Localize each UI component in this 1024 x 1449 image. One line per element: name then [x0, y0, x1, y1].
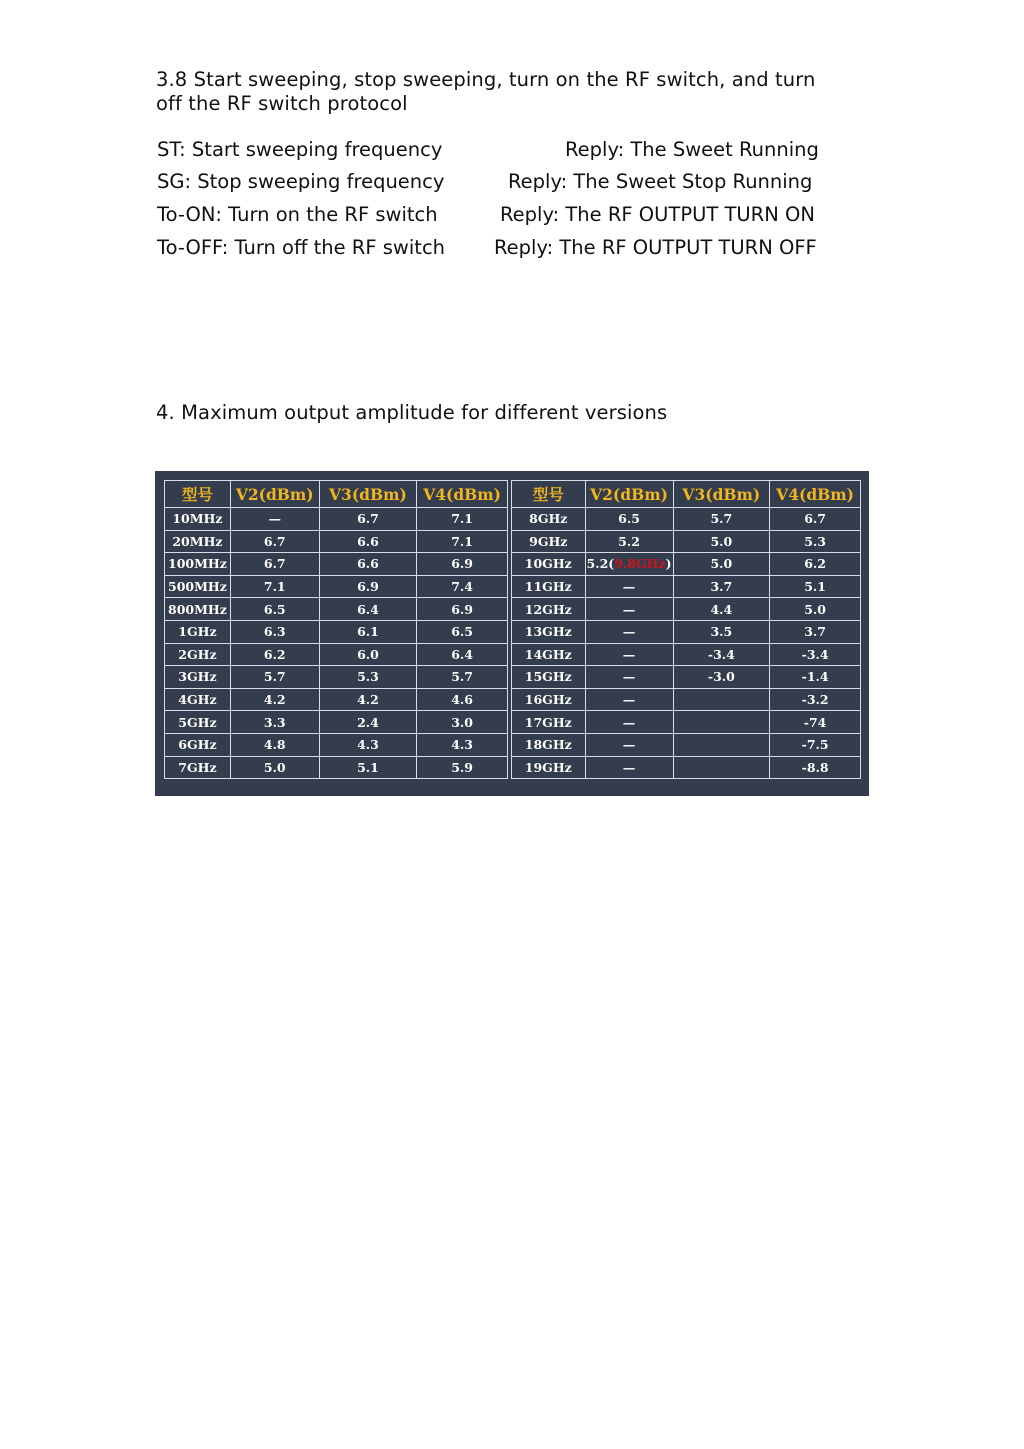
cell-frequency: 10GHz — [512, 553, 586, 576]
header-v2: V2(dBm) — [230, 481, 319, 508]
cell-v4: 5.1 — [770, 575, 861, 598]
cell-v2: — — [585, 733, 673, 756]
cell-frequency: 2GHz — [165, 643, 231, 666]
amplitude-table-panel — [155, 471, 869, 796]
cell-v3 — [673, 711, 770, 734]
cell-v3: 5.1 — [319, 756, 417, 779]
cell-frequency: 3GHz — [165, 666, 231, 689]
cell-v3: 6.1 — [319, 620, 417, 643]
table-row — [512, 666, 861, 689]
cell-frequency: 11GHz — [512, 575, 586, 598]
cell-frequency: 7GHz — [165, 756, 231, 779]
cell-v3: 3.7 — [673, 575, 770, 598]
cell-frequency: 14GHz — [512, 643, 586, 666]
cell-v3 — [673, 688, 770, 711]
cell-v4: -3.4 — [770, 643, 861, 666]
cell-frequency: 16GHz — [512, 688, 586, 711]
table-row — [165, 711, 508, 734]
cell-v4: 4.6 — [417, 688, 508, 711]
cell-v2: 5.0 — [230, 756, 319, 779]
cell-v3: 6.6 — [319, 553, 417, 576]
cell-v3: 6.0 — [319, 643, 417, 666]
cell-v3: 6.4 — [319, 598, 417, 621]
protocol-command: To-OFF: Turn off the RF switch — [157, 236, 446, 259]
cell-v2: 6.5 — [585, 508, 673, 531]
cell-v2: 5.7 — [230, 666, 319, 689]
table-row — [512, 620, 861, 643]
cell-frequency: 1GHz — [165, 620, 231, 643]
table-row — [512, 688, 861, 711]
cell-v3 — [673, 733, 770, 756]
header-v2: V2(dBm) — [585, 481, 673, 508]
table-row — [165, 575, 508, 598]
cell-frequency: 100MHz — [165, 553, 231, 576]
cell-v2: — — [585, 711, 673, 734]
cell-v3: 3.5 — [673, 620, 770, 643]
table-row — [165, 756, 508, 779]
table-header-row — [165, 481, 508, 508]
cell-v3: 5.0 — [673, 530, 770, 553]
cell-v2: — — [585, 620, 673, 643]
cell-frequency: 5GHz — [165, 711, 231, 734]
cell-v3: 6.6 — [319, 530, 417, 553]
amplitude-table-left — [164, 480, 508, 779]
table-row — [512, 508, 861, 531]
cell-v2: — — [585, 666, 673, 689]
header-v4: V4(dBm) — [770, 481, 861, 508]
section-3-8-heading-line1: 3.8 Start sweeping, stop sweeping, turn on the RF switch, and turn — [156, 68, 816, 91]
cell-v4: 6.9 — [417, 553, 508, 576]
table-row — [165, 733, 508, 756]
cell-v2: 4.8 — [230, 733, 319, 756]
cell-frequency: 17GHz — [512, 711, 586, 734]
cell-v2: — — [585, 575, 673, 598]
cell-v4: 7.4 — [417, 575, 508, 598]
table-row — [165, 666, 508, 689]
section-4-heading: 4. Maximum output amplitude for different versions — [156, 401, 668, 424]
cell-v4: -7.5 — [770, 733, 861, 756]
cell-frequency: 500MHz — [165, 575, 231, 598]
cell-v4: 3.7 — [770, 620, 861, 643]
cell-v4: 5.0 — [770, 598, 861, 621]
cell-v3 — [673, 756, 770, 779]
table-row — [512, 733, 861, 756]
cell-v2: 6.2 — [230, 643, 319, 666]
section-3-8-heading-line2: off the RF switch protocol — [156, 92, 408, 115]
cell-frequency: 8GHz — [512, 508, 586, 531]
cell-v2: — — [230, 508, 319, 531]
header-v4: V4(dBm) — [417, 481, 508, 508]
cell-v4: 6.7 — [770, 508, 861, 531]
cell-v3: 6.7 — [319, 508, 417, 531]
table-row — [512, 553, 861, 576]
table-row — [165, 508, 508, 531]
cell-v3: -3.4 — [673, 643, 770, 666]
protocol-row-st — [157, 137, 877, 163]
cell-frequency: 10MHz — [165, 508, 231, 531]
cell-v4: 4.3 — [417, 733, 508, 756]
table-row — [165, 643, 508, 666]
protocol-command: SG: Stop sweeping frequency — [157, 170, 445, 193]
protocol-row-to-on — [157, 202, 877, 228]
cell-frequency: 19GHz — [512, 756, 586, 779]
cell-v3: 5.0 — [673, 553, 770, 576]
protocol-reply: Reply: The RF OUTPUT TURN OFF — [494, 236, 817, 259]
cell-frequency: 9GHz — [512, 530, 586, 553]
cell-v4: 7.1 — [417, 508, 508, 531]
cell-v2: 4.2 — [230, 688, 319, 711]
cell-v2: 6.7 — [230, 553, 319, 576]
cell-v4: 5.7 — [417, 666, 508, 689]
protocol-reply: Reply: The RF OUTPUT TURN ON — [500, 203, 815, 226]
cell-v3: 4.4 — [673, 598, 770, 621]
table-row — [165, 620, 508, 643]
cell-v4: -74 — [770, 711, 861, 734]
cell-frequency: 18GHz — [512, 733, 586, 756]
cell-v3: 5.3 — [319, 666, 417, 689]
cell-v2: — — [585, 598, 673, 621]
table-row — [165, 598, 508, 621]
table-row — [165, 553, 508, 576]
table-row — [512, 575, 861, 598]
table-row — [512, 643, 861, 666]
table-header-row — [512, 481, 861, 508]
cell-frequency: 4GHz — [165, 688, 231, 711]
protocol-row-to-off — [157, 235, 877, 261]
cell-v4: 6.2 — [770, 553, 861, 576]
cell-v3: 2.4 — [319, 711, 417, 734]
cell-frequency: 800MHz — [165, 598, 231, 621]
header-model: 型号 — [512, 481, 586, 508]
table-row — [512, 530, 861, 553]
cell-v2: — — [585, 688, 673, 711]
cell-v3: 4.3 — [319, 733, 417, 756]
cell-v4: -1.4 — [770, 666, 861, 689]
cell-v2: 3.3 — [230, 711, 319, 734]
cell-v3: 6.9 — [319, 575, 417, 598]
cell-v4: -3.2 — [770, 688, 861, 711]
protocol-reply: Reply: The Sweet Stop Running — [508, 170, 813, 193]
cell-frequency: 13GHz — [512, 620, 586, 643]
cell-v2: 5.2 — [585, 530, 673, 553]
protocol-command: ST: Start sweeping frequency — [157, 138, 443, 161]
cell-v4: 6.5 — [417, 620, 508, 643]
cell-frequency: 20MHz — [165, 530, 231, 553]
section-3-8-heading — [156, 68, 876, 116]
cell-v2: 6.5 — [230, 598, 319, 621]
cell-v2: 5.2(9.8GHz) — [585, 553, 673, 576]
cell-v2: 6.3 — [230, 620, 319, 643]
table-row — [512, 711, 861, 734]
cell-v3: -3.0 — [673, 666, 770, 689]
protocol-row-sg — [157, 169, 877, 195]
cell-v3: 4.2 — [319, 688, 417, 711]
header-v3: V3(dBm) — [673, 481, 770, 508]
cell-v4: -8.8 — [770, 756, 861, 779]
cell-v2: 7.1 — [230, 575, 319, 598]
cell-v4: 3.0 — [417, 711, 508, 734]
cell-v4: 6.4 — [417, 643, 508, 666]
protocol-command: To-ON: Turn on the RF switch — [157, 203, 438, 226]
table-row — [512, 756, 861, 779]
protocol-reply: Reply: The Sweet Running — [565, 138, 819, 161]
table-row — [165, 688, 508, 711]
cell-v2: 6.7 — [230, 530, 319, 553]
cell-frequency: 6GHz — [165, 733, 231, 756]
cell-v4: 6.9 — [417, 598, 508, 621]
table-row — [512, 598, 861, 621]
cell-v2: — — [585, 643, 673, 666]
cell-v4: 5.9 — [417, 756, 508, 779]
cell-v3: 5.7 — [673, 508, 770, 531]
amplitude-table-right — [511, 480, 861, 779]
cell-v2: — — [585, 756, 673, 779]
cell-frequency: 15GHz — [512, 666, 586, 689]
cell-frequency: 12GHz — [512, 598, 586, 621]
highlight-frequency: 9.8GHz — [614, 556, 666, 572]
cell-v4: 7.1 — [417, 530, 508, 553]
header-model: 型号 — [165, 481, 231, 508]
table-row — [165, 530, 508, 553]
header-v3: V3(dBm) — [319, 481, 417, 508]
cell-v4: 5.3 — [770, 530, 861, 553]
